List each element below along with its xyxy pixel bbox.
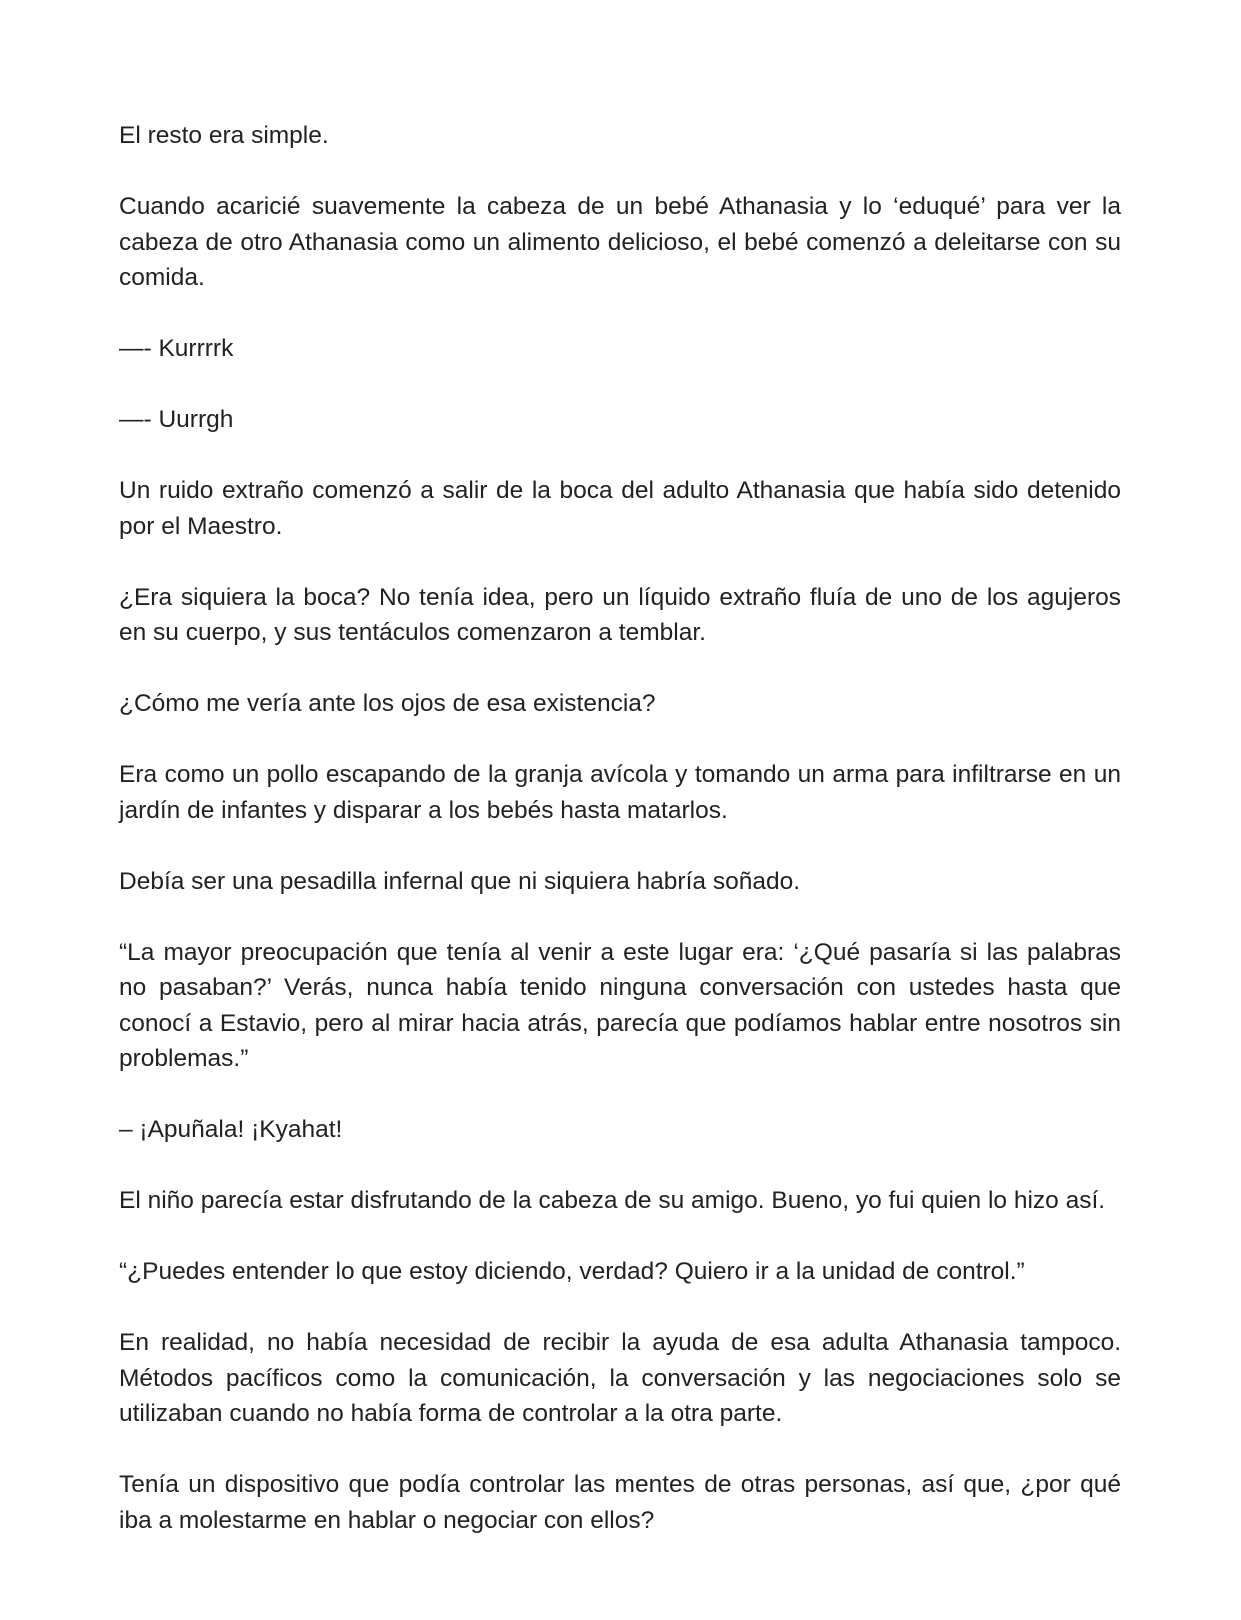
paragraph: Tenía un dispositivo que podía controlar las mentes de otras personas, así que, ¿por qué iba a molestarme en hablar o negociar con ellos?	[119, 1471, 1121, 1534]
paragraph: ¿Era siquiera la boca? No tenía idea, pero un líquido extraño fluía de uno de los agujeros en su cuerpo, y sus tentáculos comenzaron a temblar.	[119, 583, 1121, 646]
dialogue-line: —- Kurrrrk	[119, 335, 234, 362]
dialogue-paragraph: “¿Puedes entender lo que estoy diciendo, verdad? Quiero ir a la unidad de control.”	[119, 1258, 1025, 1285]
document-page	[119, 118, 1121, 1538]
paragraph: Era como un pollo escapando de la granja avícola y tomando un arma para infiltrarse en un jardín de infantes y disparar a los bebés hasta matarlos.	[119, 761, 1121, 824]
dialogue-line: – ¡Apuñala! ¡Kyahat!	[119, 1116, 343, 1143]
paragraph: ¿Cómo me vería ante los ojos de esa existencia?	[119, 690, 656, 717]
paragraph: El niño parecía estar disfrutando de la cabeza de su amigo. Bueno, yo fui quien lo hizo así.	[119, 1187, 1106, 1214]
paragraph: Cuando acaricié suavemente la cabeza de un bebé Athanasia y lo ‘eduqué’ para ver la cabeza de otro Athanasia como un alimento delicioso, el bebé comenzó a deleitarse con su comida.	[119, 193, 1121, 291]
paragraph: El resto era simple.	[119, 122, 329, 149]
paragraph: Debía ser una pesadilla infernal que ni siquiera habría soñado.	[119, 867, 801, 895]
dialogue-paragraph: “La mayor preocupación que tenía al venir a este lugar era: ‘¿Qué pasaría si las palabras no pasaban?’ Verás, nunca había tenido ninguna conversación con ustedes hasta que conocí a Estavio, pero al mirar hacia atrás, parecía que podíamos hablar entre nosotros sin problemas.”	[119, 938, 1121, 1072]
paragraph: En realidad, no había necesidad de recibir la ayuda de esa adulta Athanasia tampoco. Métodos pacíficos como la comunicación, la conversación y las negociaciones solo se utilizaban cuando no había forma de controlar a la otra parte.	[119, 1329, 1121, 1427]
dialogue-line: —- Uurrgh	[119, 406, 234, 433]
paragraph: Un ruido extraño comenzó a salir de la boca del adulto Athanasia que había sido detenido por el Maestro.	[119, 477, 1121, 540]
